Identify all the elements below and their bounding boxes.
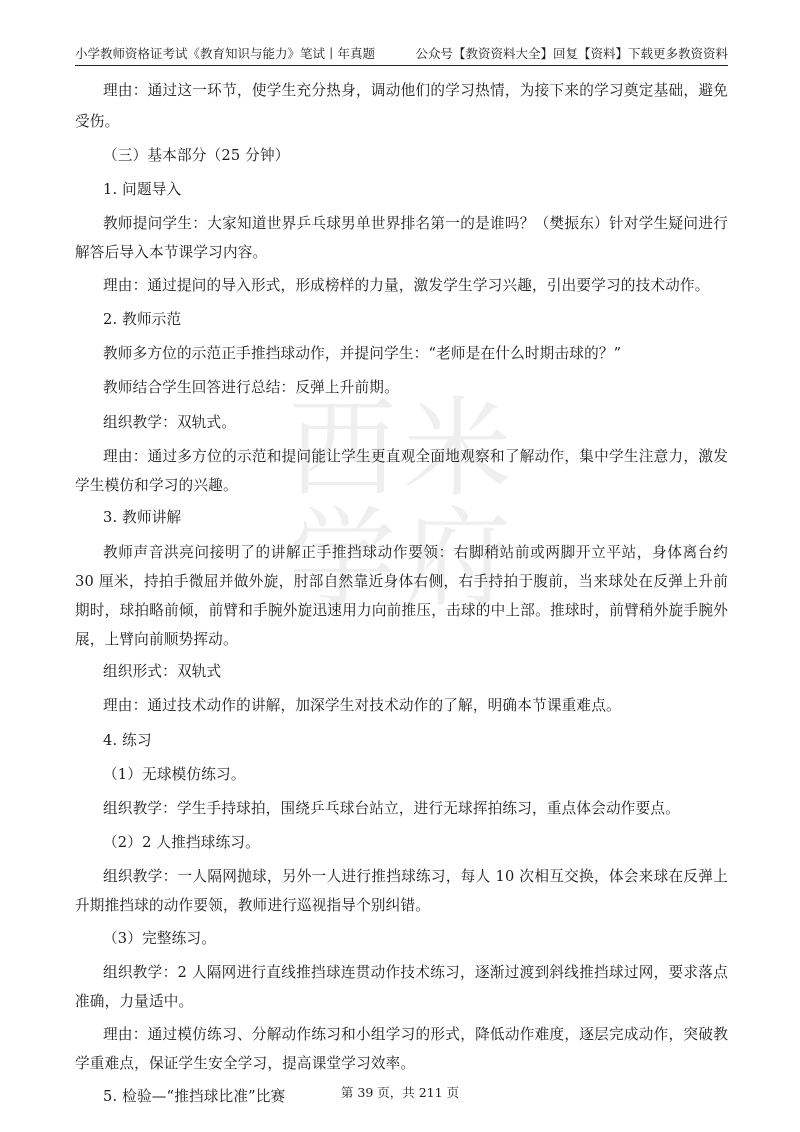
subheading: 5. 检验—“推挡球比准”比赛 — [103, 1087, 286, 1105]
paragraph: 组织教学：2 人隔网进行直线推挡球连贯动作技术练习，逐渐过渡到斜线推挡球过网，要求落点准确，力量适中。 — [75, 964, 728, 1011]
watermark-char: 学 — [288, 497, 397, 622]
sub-subheading: （3）完整练习。 — [103, 930, 217, 948]
paragraph: 理由：通过提问的导入形式，形成榜样的力量，激发学生学习兴趣，引出要学习的技术动作。 — [103, 276, 710, 294]
paragraph: 组织教学：双轨式。 — [103, 413, 237, 431]
paragraph: 理由：通过多方位的示范和提问能让学生更直观全面地观察和了解动作，集中学生注意力，激发学生模仿和学习的兴趣。 — [75, 447, 728, 494]
sub-subheading: （2）2 人推挡球练习。 — [103, 834, 260, 852]
watermark-char: 米 — [403, 387, 512, 512]
subheading: 3. 教师讲解 — [103, 509, 182, 527]
watermark-char: 西 — [288, 387, 397, 512]
paragraph: 教师声音洪亮问接明了的讲解正手推挡球动作要领：右脚稍站前或两脚开立平站，身体离台约 30 厘米，持拍手微屈并做外旋，肘部自然靠近身体右侧，右手持拍于腹前，当来球处在反弹上升前期时，球拍略前倾，前臂和手腕外旋迅速用力向前推压，击球的中上部。推球时，前臂稍外旋手腕外展，上臂向前顺势挥动。 — [75, 543, 728, 648]
watermark-char: 府 — [403, 497, 512, 622]
paragraph: 理由：通过模仿练习、分解动作练习和小组学习的形式，降低动作难度，逐层完成动作，突破教学重难点，保证学生安全学习，提高课堂学习效率。 — [75, 1025, 728, 1072]
subheading: 4. 练习 — [103, 731, 152, 749]
section-heading: （三）基本部分（25 分钟） — [103, 146, 290, 164]
paragraph: 组织教学：一人隔网抛球，另外一人进行推挡球练习，每人 10 次相互交换，体会来球在反弹上升期推挡球的动作要领，教师进行巡视指导个别纠错。 — [75, 868, 728, 915]
subheading: 2. 教师示范 — [103, 310, 182, 328]
paragraph: 组织教学：学生手持球拍，围绕乒乓球台站立，进行无球挥拍练习，重点体会动作要点。 — [103, 800, 680, 817]
header-left: 小学教师资格证考试《教育知识与能力》笔试丨年真题 — [75, 46, 376, 61]
document-body — [75, 76, 728, 1116]
paragraph: 教师多方位的示范正手推挡球动作，并提问学生：“老师是在什么时期击球的？” — [103, 345, 622, 363]
paragraph: 教师提问学生：大家知道世界乒乓球男单世界排名第一的是谁吗？（樊振东）针对学生疑问进行解答后导入本节课学习内容。 — [75, 215, 728, 262]
page-footer: 第 39 页，共 211 页 — [340, 1085, 460, 1100]
sub-subheading: （1）无球模仿练习。 — [103, 765, 246, 783]
paragraph: 理由：通过技术动作的讲解，加深学生对技术动作的了解，明确本节课重难点。 — [103, 697, 621, 715]
paragraph: 组织形式：双轨式 — [103, 663, 222, 681]
page-header — [75, 40, 728, 66]
paragraph: 教师结合学生回答进行总结：反弹上升前期。 — [103, 379, 399, 397]
paragraph: 理由：通过这一环节，使学生充分热身，调动他们的学习热情，为接下来的学习奠定基础，避免受伤。 — [75, 82, 728, 130]
subheading: 1. 问题导入 — [103, 180, 182, 198]
header-right: 公众号【教资资料大全】回复【资料】下载更多教资资料 — [415, 46, 728, 61]
